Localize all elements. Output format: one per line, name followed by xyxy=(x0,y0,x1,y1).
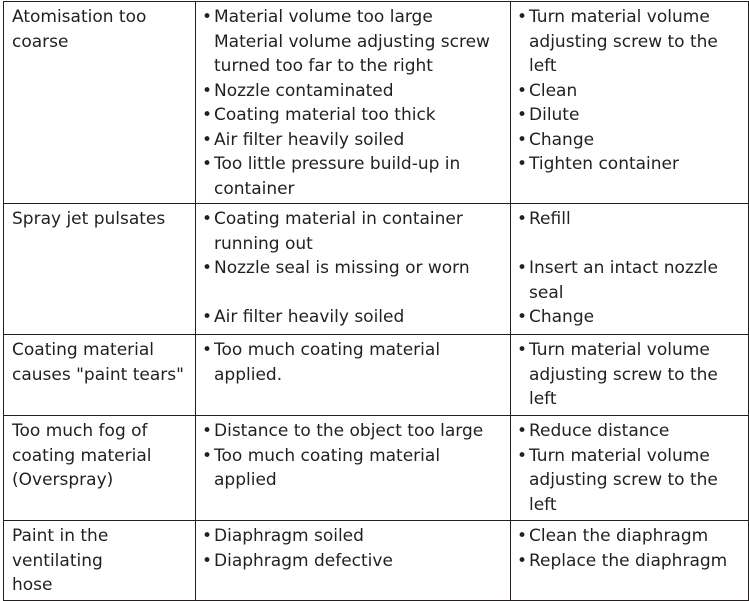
remedy-cell xyxy=(511,521,749,601)
table-row xyxy=(4,416,749,521)
remedy-item: • Clean xyxy=(519,79,744,104)
table-row xyxy=(4,204,749,335)
cause-item: • Material volume too large xyxy=(204,5,506,30)
cause-item: • Too little pressure build-up in container xyxy=(204,152,506,201)
remedy-item: • Insert an intact nozzle seal xyxy=(519,256,744,305)
fault-text: Too much fog of coating material (Overspray) xyxy=(12,421,152,490)
troubleshooting-table xyxy=(3,1,749,601)
remedy-cell xyxy=(511,335,749,416)
cause-item: • Nozzle seal is missing or worn xyxy=(204,256,506,281)
remedy-item: • Refill xyxy=(519,207,744,232)
remedy-item: • Dilute xyxy=(519,103,744,128)
cause-cell xyxy=(196,521,511,601)
table-row xyxy=(4,521,749,601)
remedy-cell xyxy=(511,204,749,335)
cause-item: • Too much coating material applied. xyxy=(204,338,506,387)
remedy-cell xyxy=(511,2,749,204)
table-row xyxy=(4,2,749,204)
cause-cell xyxy=(196,416,511,521)
fault-cell xyxy=(4,204,196,335)
cause-item: Material volume adjusting screw turned too far to the right xyxy=(214,31,490,76)
cause-item: • Air filter heavily soiled xyxy=(204,305,506,330)
remedy-item: • Clean the diaphragm xyxy=(519,524,744,549)
cause-item: • Distance to the object too large xyxy=(204,419,506,444)
remedy-cell xyxy=(511,416,749,521)
fault-text: Paint in the ventilating hose xyxy=(12,526,109,595)
fault-cell xyxy=(4,521,196,601)
remedy-item: • Replace the diaphragm xyxy=(519,549,744,574)
cause-cell xyxy=(196,335,511,416)
remedy-item: • Reduce distance xyxy=(519,419,744,444)
cause-cell xyxy=(196,204,511,335)
cause-cell xyxy=(196,2,511,204)
fault-text: Coating material causes "paint tears" xyxy=(12,340,184,385)
fault-text: Atomisation too coarse xyxy=(12,7,147,52)
blank-line xyxy=(204,281,506,306)
cause-item: • Nozzle contaminated xyxy=(204,79,506,104)
fault-cell xyxy=(4,2,196,204)
fault-cell xyxy=(4,416,196,521)
cause-item: • Coating material in container running out xyxy=(204,207,506,256)
remedy-item: • Tighten container xyxy=(519,152,744,177)
remedy-item: • Turn material volume adjusting screw to the left xyxy=(519,444,744,518)
remedy-item: • Change xyxy=(519,305,744,330)
table-row xyxy=(4,335,749,416)
cause-item: • Coating material too thick xyxy=(204,103,506,128)
cause-item: • Too much coating material applied xyxy=(204,444,506,493)
fault-text: Spray jet pulsates xyxy=(12,209,166,229)
cause-item: • Diaphragm defective xyxy=(204,549,506,574)
remedy-item: • Turn material volume adjusting screw to the left xyxy=(519,5,744,79)
remedy-item: • Change xyxy=(519,128,744,153)
remedy-item: • Turn material volume adjusting screw to the left xyxy=(519,338,744,412)
blank-line xyxy=(519,232,744,257)
fault-cell xyxy=(4,335,196,416)
cause-item: • Air filter heavily soiled xyxy=(204,128,506,153)
cause-item: • Diaphragm soiled xyxy=(204,524,506,549)
